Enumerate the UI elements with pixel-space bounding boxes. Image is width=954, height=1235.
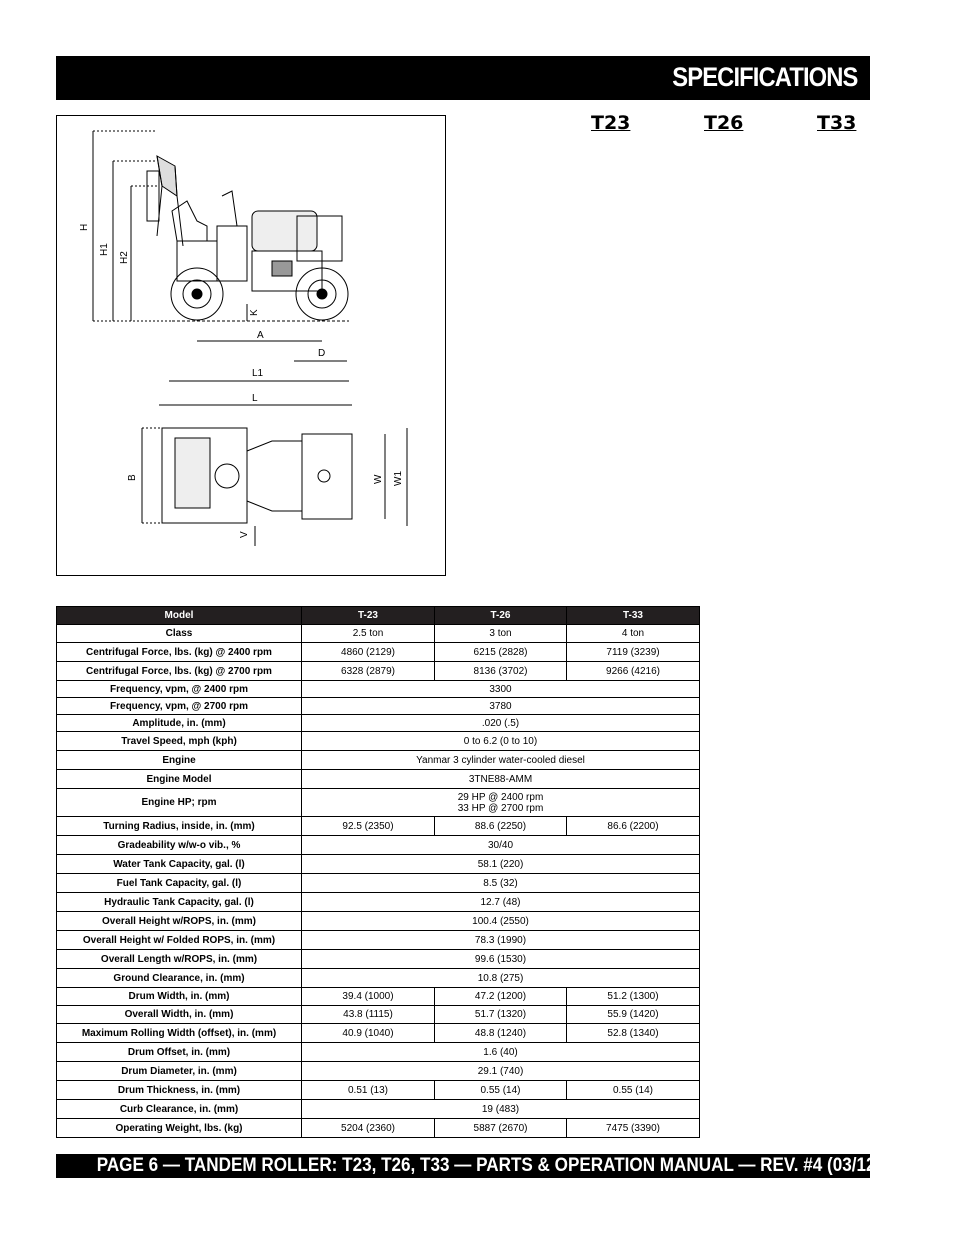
footer-text: PAGE 6 — TANDEM ROLLER: T23, T26, T33 — PARTS & OPERATION MANUAL — REV. #4 (03/12/01): [96, 1155, 905, 1176]
row-value: 48.8 (1240): [435, 1024, 567, 1043]
row-label: Turning Radius, inside, in. (mm): [57, 817, 302, 836]
row-value: 88.6 (2250): [435, 817, 567, 836]
row-label: Amplitude, in. (mm): [57, 715, 302, 732]
table-row: [57, 893, 700, 912]
row-label: Frequency, vpm, @ 2400 rpm: [57, 681, 302, 698]
row-value: 0.55 (14): [567, 1081, 700, 1100]
row-value-shared: 100.4 (2550): [302, 912, 700, 931]
row-value-shared: 29.1 (740): [302, 1062, 700, 1081]
table-row: [57, 715, 700, 732]
table-row: [57, 874, 700, 893]
row-value: 86.6 (2200): [567, 817, 700, 836]
specifications-table: [56, 606, 700, 1138]
dim-label-w1: W1: [393, 471, 404, 486]
dim-label-w: W: [373, 474, 384, 484]
header-t33: T-33: [567, 607, 700, 625]
row-label: Operating Weight, lbs. (kg): [57, 1119, 302, 1138]
row-label: Drum Diameter, in. (mm): [57, 1062, 302, 1081]
row-value-shared: 30/40: [302, 836, 700, 855]
row-label: Drum Thickness, in. (mm): [57, 1081, 302, 1100]
table-row: [57, 1024, 700, 1043]
table-row: [57, 732, 700, 751]
table-header-row: [57, 607, 700, 625]
dim-label-v: V: [239, 531, 250, 538]
table-row: [57, 751, 700, 770]
header-t23: T-23: [302, 607, 435, 625]
row-value-shared: 78.3 (1990): [302, 931, 700, 950]
row-label: Drum Offset, in. (mm): [57, 1043, 302, 1062]
row-label: Maximum Rolling Width (offset), in. (mm): [57, 1024, 302, 1043]
model-heading-t33: T33: [817, 112, 857, 134]
table-row: [57, 950, 700, 969]
dim-label-h2: H2: [119, 251, 130, 264]
row-value-line: 33 HP @ 2700 rpm: [457, 802, 544, 814]
model-heading-t23: T23: [591, 112, 631, 134]
table-row: [57, 643, 700, 662]
table-row: [57, 912, 700, 931]
table-row: [57, 789, 700, 817]
row-value: 55.9 (1420): [567, 1006, 700, 1024]
row-value: 40.9 (1040): [302, 1024, 435, 1043]
dim-label-h1: H1: [99, 243, 110, 256]
header-bar: [56, 56, 870, 100]
row-label: Travel Speed, mph (kph): [57, 732, 302, 751]
row-value-shared: 19 (483): [302, 1100, 700, 1119]
row-value-line: 29 HP @ 2400 rpm: [457, 791, 544, 803]
table-row: [57, 817, 700, 836]
row-label: Centrifugal Force, lbs. (kg) @ 2700 rpm: [57, 662, 302, 681]
row-value: 6215 (2828): [435, 643, 567, 662]
table-row: [57, 770, 700, 789]
row-value: 4860 (2129): [302, 643, 435, 662]
row-value: 0.55 (14): [435, 1081, 567, 1100]
dim-label-l1: L1: [252, 368, 264, 379]
table-row: [57, 1006, 700, 1024]
dim-label-l: L: [252, 393, 258, 404]
row-label: Engine: [57, 751, 302, 770]
side-view-drawing: [93, 131, 349, 381]
row-value: 8136 (3702): [435, 662, 567, 681]
row-label: Overall Height w/ Folded ROPS, in. (mm): [57, 931, 302, 950]
table-body: [57, 625, 700, 1138]
row-value: 47.2 (1200): [435, 988, 567, 1006]
row-value-shared: [302, 789, 700, 817]
row-label: Overall Height w/ROPS, in. (mm): [57, 912, 302, 931]
row-value: 52.8 (1340): [567, 1024, 700, 1043]
row-value-shared: 8.5 (32): [302, 874, 700, 893]
dim-label-h: H: [79, 223, 90, 231]
row-value: 6328 (2879): [302, 662, 435, 681]
row-value-shared: 12.7 (48): [302, 893, 700, 912]
table-row: [57, 855, 700, 874]
row-value: 2.5 ton: [302, 625, 435, 643]
row-value: 7475 (3390): [567, 1119, 700, 1138]
model-heading-t26: T26: [704, 112, 744, 134]
row-value: 39.4 (1000): [302, 988, 435, 1006]
row-label: Centrifugal Force, lbs. (kg) @ 2400 rpm: [57, 643, 302, 662]
table-row: [57, 931, 700, 950]
table-row: [57, 1081, 700, 1100]
row-label: Overall Length w/ROPS, in. (mm): [57, 950, 302, 969]
row-value-shared: 99.6 (1530): [302, 950, 700, 969]
row-value-shared: 1.6 (40): [302, 1043, 700, 1062]
row-value: 5204 (2360): [302, 1119, 435, 1138]
row-value-shared: 3TNE88-AMM: [302, 770, 700, 789]
row-value: 92.5 (2350): [302, 817, 435, 836]
row-value-shared: 58.1 (220): [302, 855, 700, 874]
row-label: Frequency, vpm, @ 2700 rpm: [57, 698, 302, 715]
row-label: Water Tank Capacity, gal. (l): [57, 855, 302, 874]
row-label: Gradeability w/w-o vib., %: [57, 836, 302, 855]
row-value-shared: .020 (.5): [302, 715, 700, 732]
row-label: Curb Clearance, in. (mm): [57, 1100, 302, 1119]
row-value-shared: 10.8 (275): [302, 969, 700, 988]
row-value-shared: Yanmar 3 cylinder water-cooled diesel: [302, 751, 700, 770]
row-value: 7119 (3239): [567, 643, 700, 662]
row-label: Engine HP; rpm: [57, 789, 302, 817]
row-value: 5887 (2670): [435, 1119, 567, 1138]
table-row: [57, 1100, 700, 1119]
row-value: 3 ton: [435, 625, 567, 643]
row-label: Hydraulic Tank Capacity, gal. (l): [57, 893, 302, 912]
dim-label-d: D: [318, 348, 326, 359]
header-t26: T-26: [435, 607, 567, 625]
row-value: 0.51 (13): [302, 1081, 435, 1100]
row-label: Ground Clearance, in. (mm): [57, 969, 302, 988]
table-row: [57, 681, 700, 698]
row-value: 43.8 (1115): [302, 1006, 435, 1024]
top-view-drawing: [142, 405, 407, 546]
table-row: [57, 969, 700, 988]
row-label: Fuel Tank Capacity, gal. (l): [57, 874, 302, 893]
row-value-shared: 3780: [302, 698, 700, 715]
row-value: 51.7 (1320): [435, 1006, 567, 1024]
footer-bar: [56, 1154, 905, 1178]
row-value: 4 ton: [567, 625, 700, 643]
table-row: [57, 1043, 700, 1062]
row-value-shared: 0 to 6.2 (0 to 10): [302, 732, 700, 751]
row-value-shared: 3300: [302, 681, 700, 698]
page-title: SPECIFICATIONS: [672, 62, 858, 92]
table-row: [57, 1119, 700, 1138]
table-row: [57, 1062, 700, 1081]
row-label: Engine Model: [57, 770, 302, 789]
row-value: 9266 (4216): [567, 662, 700, 681]
dimension-diagram: [56, 115, 446, 576]
table-row: [57, 698, 700, 715]
row-label: Overall Width, in. (mm): [57, 1006, 302, 1024]
dim-label-k: K: [249, 309, 260, 316]
row-value: 51.2 (1300): [567, 988, 700, 1006]
dim-label-b: B: [127, 474, 138, 481]
table-row: [57, 836, 700, 855]
row-label: Class: [57, 625, 302, 643]
roller-drawing: [57, 116, 445, 575]
table-row: [57, 662, 700, 681]
table-row: [57, 988, 700, 1006]
table-row: [57, 625, 700, 643]
row-label: Drum Width, in. (mm): [57, 988, 302, 1006]
dim-label-a: A: [257, 330, 264, 341]
header-model: Model: [57, 607, 302, 625]
